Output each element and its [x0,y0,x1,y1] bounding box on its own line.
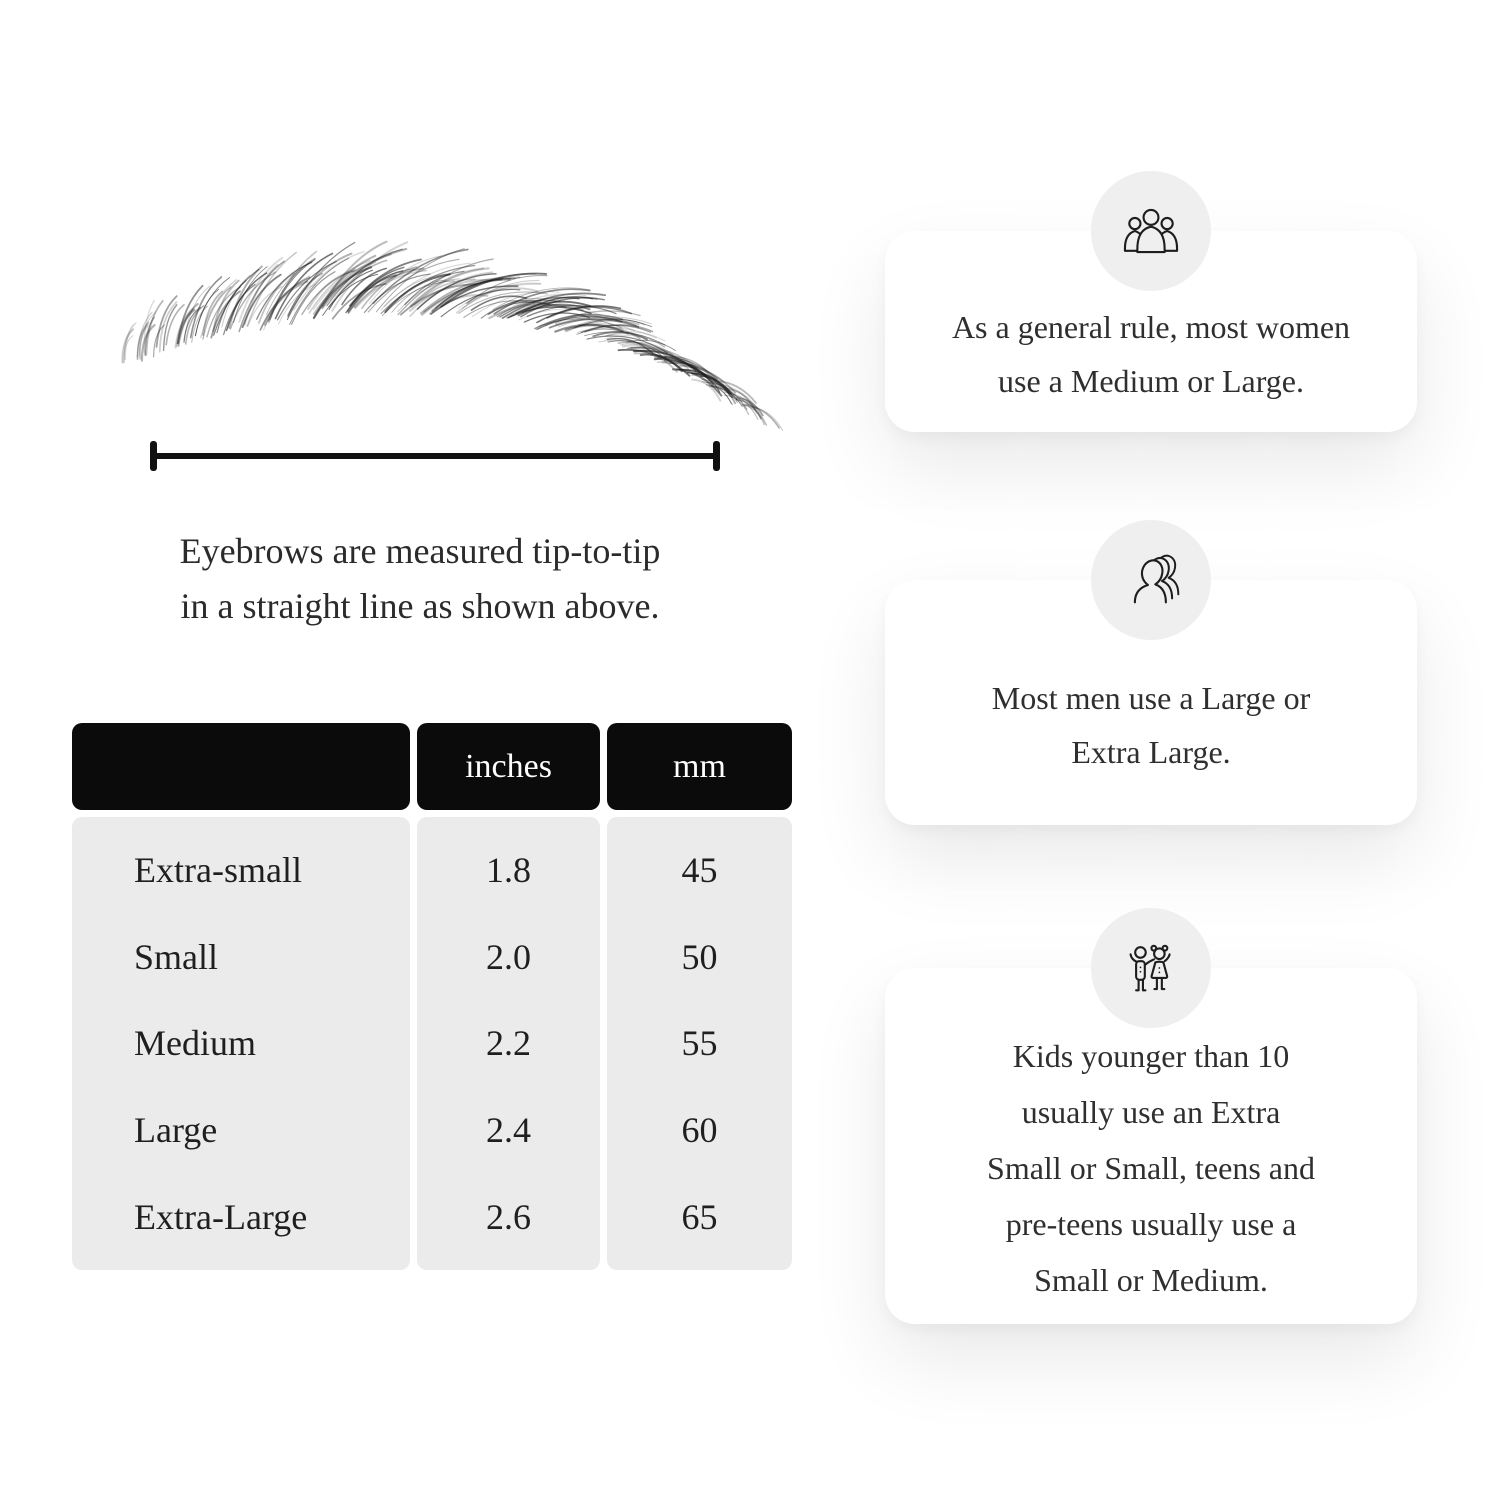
size-label: Large [134,1110,218,1151]
women-group-icon [1120,200,1182,262]
women-icon-circle [1091,171,1211,291]
men-group-icon [1120,549,1182,611]
size-table-rows [72,817,792,1270]
mm-value: 60 [681,1110,718,1151]
table-row [72,1173,792,1260]
table-row [72,1087,792,1174]
caption-line-1: Eyebrows are measured tip-to-tip [179,531,661,571]
size-label: Extra-Large [134,1196,308,1237]
card-text-line: Most men use a Large or [991,679,1311,716]
size-table-body [72,817,792,1270]
size-label: Small [134,936,219,977]
table-row [72,914,792,1001]
size-label: Medium [134,1023,256,1064]
card-text-line: pre-teens usually use a [1005,1206,1297,1242]
info-card-women [885,231,1417,432]
header-cell-mm: mm [607,723,792,810]
card-text-line: use a Medium or Large. [998,362,1304,399]
mm-value: 50 [681,936,718,977]
measurement-caption [95,524,745,634]
mm-value: 45 [681,850,718,891]
mm-value: 65 [681,1196,718,1237]
card-text-line: Kids younger than 10 [1012,1038,1290,1074]
inches-value: 1.8 [486,850,531,891]
men-icon-circle [1091,520,1211,640]
table-row [72,1000,792,1087]
measurement-line [150,441,720,471]
table-row [72,827,792,914]
mm-value: 55 [681,1023,718,1064]
measurement-line-right-cap [713,441,720,471]
header-cell-size [72,723,410,810]
measurement-line-bar [150,453,720,459]
size-table-header [72,723,792,810]
eyebrow-illustration [100,228,800,433]
size-label: Extra-small [134,850,302,891]
men-card-text [905,632,1397,817]
info-card-kids [885,968,1417,1324]
kids-icon-circle [1091,908,1211,1028]
inches-value: 2.2 [486,1023,531,1064]
women-card-text [905,283,1397,424]
kids-card-text [905,1020,1397,1316]
size-table [72,723,792,1270]
card-text-line: usually use an Extra [1021,1094,1281,1130]
card-text-line: Small or Medium. [1034,1262,1268,1298]
card-text-line: As a general rule, most women [951,308,1351,345]
info-card-men [885,580,1417,825]
caption-line-2: in a straight line as shown above. [180,586,660,626]
card-text-line: Small or Small, teens and [987,1150,1315,1186]
card-text-line: Extra Large. [1071,733,1231,770]
inches-value: 2.4 [486,1110,531,1151]
inches-value: 2.0 [486,936,531,977]
inches-value: 2.6 [486,1196,531,1237]
header-cell-inches: inches [417,723,600,810]
kids-icon [1120,937,1182,999]
